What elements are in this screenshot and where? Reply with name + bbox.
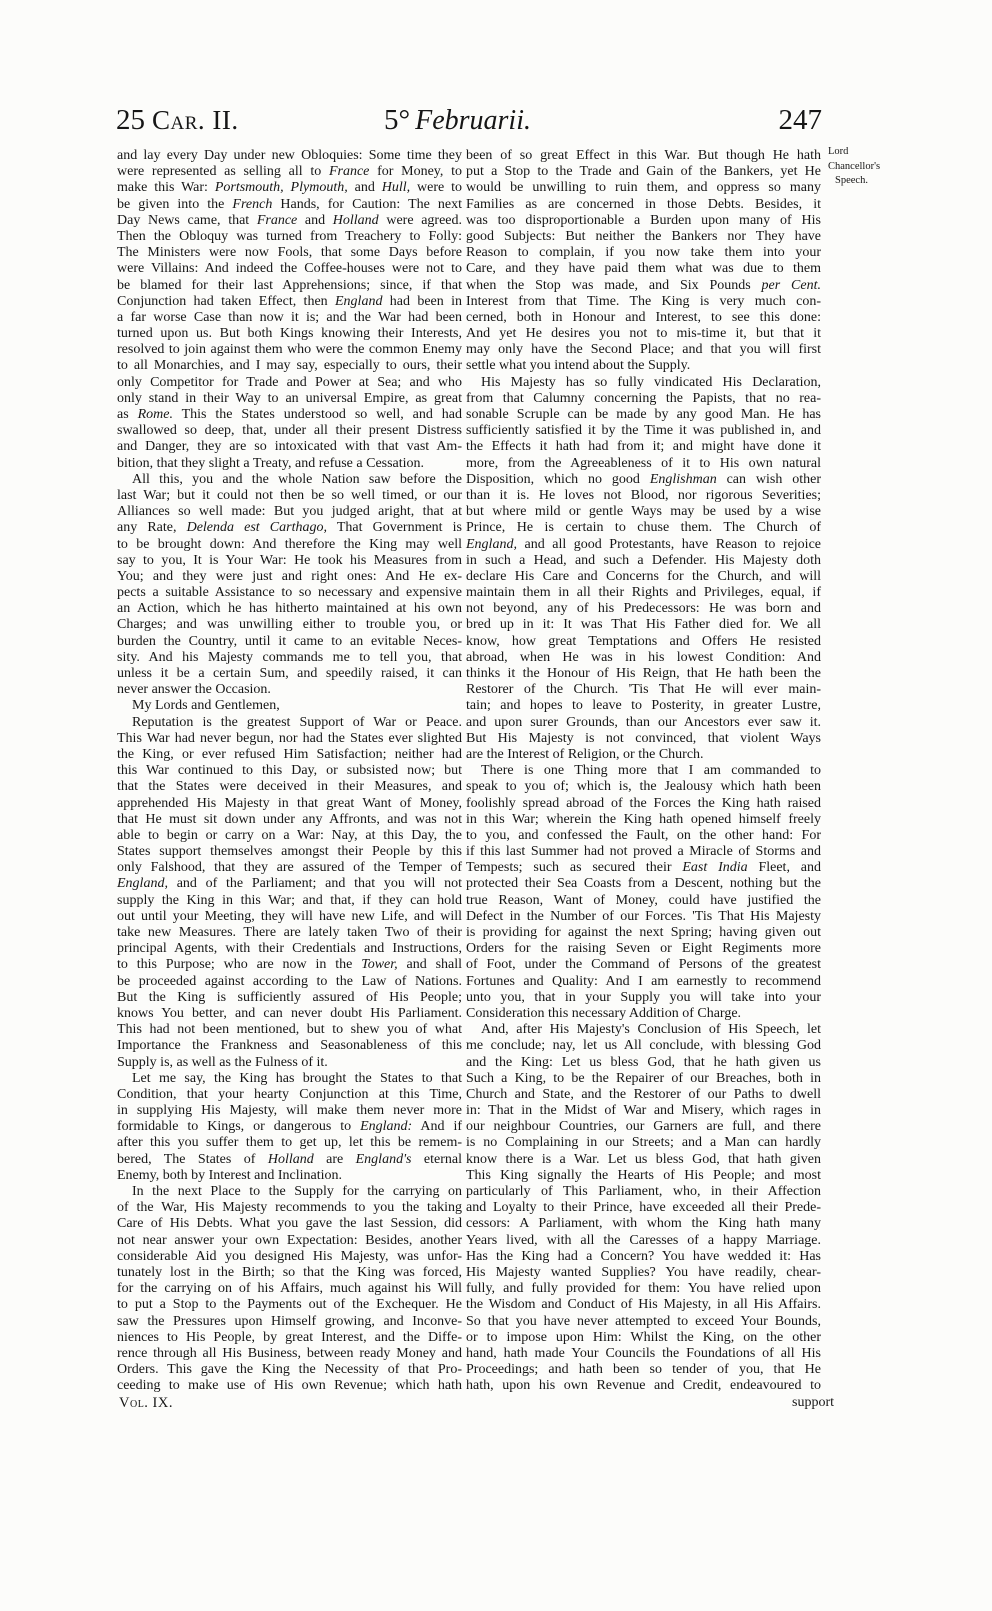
- text-line: our neighbour Countries, our Garners are full, and there: [466, 1119, 821, 1135]
- text-line: Reason to complain, if you now take them into your: [466, 245, 821, 261]
- paragraph: [117, 715, 462, 1071]
- text-segment: Fleet, and: [747, 860, 821, 876]
- text-line: Enemy, both by Interest and Inclination.: [117, 1167, 342, 1183]
- text-line: Supply is, as well as the Fulness of it.: [117, 1054, 328, 1070]
- reign-title: Car. II.: [152, 105, 239, 135]
- text-line: in this War; wherein the King hath opened himself freely: [466, 811, 821, 827]
- italic-text: Hull,: [381, 180, 411, 196]
- italic-text: French: [232, 196, 273, 212]
- text-line: sonable Scruple can be made by any good Man. He has: [466, 407, 821, 422]
- right-column: [466, 148, 821, 1394]
- paragraph: [117, 1184, 462, 1394]
- paragraph: [466, 763, 821, 1022]
- running-head-date: [384, 100, 531, 141]
- text-line: All this, you and the whole Nation saw before the: [132, 471, 462, 487]
- text-segment: and: [297, 212, 333, 228]
- text-line: [466, 537, 821, 553]
- text-line: know there is a War. Let us bless God, that hath given: [466, 1151, 821, 1167]
- italic-text: per Cent.: [761, 277, 821, 293]
- italic-text: England: [335, 293, 383, 309]
- text-segment: had been in: [382, 293, 463, 309]
- text-line: declare His Care and Concerns for the Church, and will: [466, 568, 821, 584]
- text-line: an Action, which he has hitherto maintained at his own: [117, 601, 462, 617]
- text-segment: when the Stop was made, and Six Pounds: [466, 277, 762, 293]
- text-line: niences to His People, by great Interest, and the Diffe-: [117, 1329, 462, 1345]
- text-line: [466, 860, 821, 876]
- text-line: [117, 197, 462, 213]
- italic-text: Holland: [332, 212, 379, 228]
- paragraph: [466, 375, 821, 764]
- paragraph: [117, 1071, 462, 1184]
- text-line: [117, 407, 462, 423]
- text-line: There is one Thing more that I am commanded to: [481, 763, 821, 779]
- text-segment: And if: [412, 1119, 463, 1135]
- text-line: Years lived, with all the Caresses of a happy Marriage.: [466, 1232, 821, 1248]
- text-line: Reputation is the greatest Support of War or Peace.: [132, 714, 462, 730]
- text-line: Prince, He is certain to chuse them. The Church of: [466, 520, 821, 536]
- text-line: cessors: A Parliament, with whom the King hath many: [466, 1216, 821, 1232]
- margin-note-line: Speech.: [835, 175, 868, 186]
- text-segment: and all good Protestants, have Reason to rejoice: [516, 536, 821, 552]
- text-line: been of so great Effect in this War. But though He hath: [466, 148, 821, 163]
- text-line: out until your Meeting, they will have new Life, and will: [117, 908, 462, 924]
- text-segment: Day News came, that: [117, 212, 257, 228]
- text-line: So that you have never attempted to exceed Your Bounds,: [466, 1313, 821, 1329]
- italic-text: England:: [360, 1119, 413, 1135]
- text-segment: can wish other: [716, 471, 821, 487]
- text-line: are the Interest of Religion, or the Church.: [466, 746, 704, 762]
- page-number: 247: [778, 104, 822, 136]
- text-line: His Majesty has so fully vindicated His Declaration,: [481, 374, 821, 390]
- italic-text: Portsmouth, Plymouth,: [214, 180, 348, 196]
- text-line: Orders for the raising Seven or Eight Regiments more: [466, 941, 821, 957]
- text-line: Such a King, to be the Repairer of our Breaches, both in: [466, 1070, 821, 1086]
- text-line: This King signally the Hearts of His People; and most: [466, 1167, 821, 1183]
- paragraph: [466, 1022, 821, 1394]
- text-line: [466, 472, 821, 488]
- italic-text: Tower,: [361, 957, 398, 973]
- text-line: supply the King in this War; and that, if they can hold: [117, 892, 462, 908]
- regnal-year: 25: [116, 104, 145, 136]
- text-line: was too disproportionable a Burden upon many of His: [466, 212, 821, 228]
- text-line: particularly of This Parliament, who, in their Affection: [466, 1184, 821, 1199]
- margin-note-line: Lord: [828, 146, 849, 157]
- italic-text: Rome.: [137, 407, 173, 422]
- italic-text: France: [256, 212, 298, 228]
- text-line: [117, 1152, 462, 1168]
- italic-text: France: [328, 164, 370, 180]
- text-line: unto you, that in your Supply you will take into your: [466, 989, 821, 1005]
- text-line: if this last Summer had not proved a Miracle of Storms and: [466, 844, 821, 860]
- text-line: The Ministers were now Fools, that some Days before: [117, 245, 462, 261]
- text-segment: were represented as selling all to: [117, 164, 329, 180]
- text-line: last War; but it could not then be so well timed, or our: [117, 487, 462, 503]
- text-segment: and of the Parliament; and that you will not: [167, 876, 462, 892]
- text-line: be blamed for their last Apprehensions; since, if that: [117, 277, 462, 293]
- text-line: saw the Pressures upon Himself growing, and Inconve-: [117, 1313, 462, 1329]
- text-line: the King, or ever refused Him Satisfaction; neither had: [117, 746, 462, 762]
- text-line: hath, upon his own Revenue and Credit, endeavoured to: [466, 1378, 821, 1394]
- text-segment: for Money, to: [369, 164, 463, 180]
- text-line: the Wisdom and Conduct of His Majesty, in all His Affairs.: [466, 1297, 821, 1313]
- text-line: protected their Sea Coasts from a Descent, nothing but the: [466, 876, 821, 892]
- margin-note-line: Chancellor's: [828, 160, 881, 172]
- text-line: were Villains: And indeed the Coffee-houses were not to: [117, 261, 462, 277]
- text-line: pects a suitable Assistance to so necessary and expensive: [117, 585, 462, 601]
- text-line: and lay every Day under new Obloquies: Some time they: [117, 148, 462, 163]
- running-head-left: [116, 100, 239, 140]
- text-line: swallowed so deep, that, under all their present Distress: [117, 423, 462, 439]
- text-line: unless it be a certain Sum, and speedily raised, it can: [117, 666, 462, 681]
- text-line: Care of His Debts. What you gave the last Session, did: [117, 1216, 462, 1232]
- text-line: [117, 876, 462, 892]
- text-line: Then the Obloquy was turned from Treachery to Folly:: [117, 228, 462, 244]
- text-line: Church and State, and the Restorer of our Paths to dwell: [466, 1086, 821, 1102]
- text-line: States support themselves amongst their People by this: [117, 844, 462, 860]
- text-line: rence through all His Business, between ready Money and: [117, 1345, 462, 1361]
- text-segment: as: [117, 407, 138, 422]
- text-line: fully, and fully provided for them: You have relied upon: [466, 1281, 821, 1297]
- italic-text: Englishman: [649, 471, 717, 487]
- text-line: Proceedings; and hath been so tender of you, that He: [466, 1362, 821, 1378]
- italic-text: East India: [682, 860, 748, 876]
- margin-note: [828, 145, 898, 189]
- text-line: thinks it the Honour of His Reign, that He hath been the: [466, 666, 821, 681]
- text-line: only Falshood, that they are assured of the Temper of: [117, 860, 462, 876]
- text-line: Charges; and was unwilling either to trouble you, or: [117, 617, 462, 633]
- text-line: maintain them in all their Rights and Privileges, equal, if: [466, 585, 821, 601]
- text-line: Orders. This gave the King the Necessity of that Pro-: [117, 1362, 462, 1378]
- text-line: that the States were deceived in their Measures, and: [117, 779, 462, 795]
- text-line: say to you, It is Your War: He took his Measures from: [117, 552, 462, 568]
- text-line: This had not been mentioned, but to shew you of what: [117, 1022, 462, 1038]
- italic-text: England's: [355, 1151, 412, 1167]
- text-line: in supplying His Majesty, will make them never more: [117, 1103, 462, 1119]
- text-line: This War had never begun, nor had the States ever slighted: [117, 730, 462, 746]
- text-line: good Subjects: But neither the Bankers nor They have: [466, 228, 821, 244]
- text-segment: That Government is: [326, 520, 463, 536]
- text-line: Alliances so well made: But you judged aright, that at: [117, 504, 462, 520]
- text-line: [117, 520, 462, 536]
- date-day: 5°: [384, 104, 411, 136]
- text-line: [117, 957, 462, 973]
- text-line: me conclude; nay, let us All conclude, with blessing God: [466, 1038, 821, 1054]
- text-segment: make this War:: [117, 180, 215, 196]
- paragraph: [117, 698, 462, 714]
- text-line: of Foot, under the Command of Persons of the greatest: [466, 957, 821, 973]
- italic-text: Delenda est Carthago,: [186, 520, 327, 536]
- text-segment: were agreed.: [378, 212, 462, 228]
- text-line: [466, 278, 821, 294]
- text-line: But the King is sufficiently assured of His People;: [117, 989, 462, 1005]
- text-line: and Danger, they are so intoxicated with that vast Am-: [117, 439, 462, 455]
- left-column: [117, 148, 462, 1394]
- text-line: apprehended His Majesty in that great Want of Money,: [117, 795, 462, 811]
- text-line: not near answer your own Expectation: Besides, another: [117, 1232, 462, 1248]
- text-line: to put a Stop to the Payments out of the Exchequer. He: [117, 1297, 462, 1313]
- text-line: My Lords and Gentlemen,: [132, 698, 280, 714]
- text-line: the Effects it hath had from it; and might have done it: [466, 439, 821, 455]
- text-line: Let me say, the King has brought the States to that: [132, 1070, 462, 1086]
- text-line: that He must sit down under any Affronts, and was not: [117, 811, 462, 827]
- text-line: tunately lost in the Birth; so that the King was forced,: [117, 1264, 462, 1280]
- text-line: Condition, that your hearty Conjunction at this Time,: [117, 1086, 462, 1102]
- text-segment: eternal: [411, 1151, 463, 1167]
- text-line: His Majesty wanted Supplies? You have readily, chear-: [466, 1264, 821, 1280]
- text-line: but where mild or gentle Ways may be used by a wise: [466, 504, 821, 520]
- text-line: after this you suffer them to get up, let this be remem-: [117, 1135, 462, 1151]
- date-month: Februarii.: [415, 105, 531, 136]
- text-line: and Loyalty to their Prince, have exceeded all their Prede-: [466, 1200, 821, 1216]
- text-line: [117, 180, 462, 196]
- text-line: [117, 213, 462, 229]
- text-line: take new Measures. There are lately taken Two of their: [117, 925, 462, 940]
- text-line: only Competitor for Trade and Power at Sea; and who: [117, 374, 462, 390]
- text-line: never answer the Occasion.: [117, 682, 271, 698]
- italic-text: Holland: [267, 1151, 314, 1167]
- text-segment: formidable to Kings, or dangerous to: [117, 1119, 361, 1135]
- text-line: Care, and they have paid them what was due to them: [466, 261, 821, 277]
- text-line: and upon surer Grounds, than our Ancestors ever saw it.: [466, 714, 821, 730]
- text-line: bition, that they slight a Treaty, and refuse a Cessation.: [117, 455, 425, 471]
- text-line: put a Stop to the Trade and Gain of the Bankers, yet He: [466, 164, 821, 180]
- text-line: speak to you of; which is, the Jealousy which hath been: [466, 779, 821, 795]
- text-line: of the War, His Majesty recommends to you the taking: [117, 1200, 462, 1216]
- text-segment: Disposition, which no good: [466, 471, 650, 487]
- text-line: than it is. He loves not Blood, nor rigorous Severities;: [466, 487, 821, 503]
- text-line: hand, hath made Your Councils the Foundations of all His: [466, 1345, 821, 1361]
- text-segment: Hands, for Caution: The next: [272, 196, 463, 212]
- text-line: Importance the Frankness and Seasonableness of this: [117, 1038, 462, 1054]
- text-line: [117, 164, 462, 180]
- text-segment: Conjunction had taken Effect, then: [117, 293, 335, 309]
- text-line: would be unwilling to ruin them, and oppress so many: [466, 180, 821, 196]
- text-line: not beyond, any of his Predecessors: He was born and: [466, 601, 821, 617]
- text-line: principal Agents, with their Credentials and Instructions,: [117, 941, 462, 957]
- volume-signature: Vol. IX.: [119, 1395, 173, 1411]
- text-line: in such a Head, and such a Defender. His Majesty doth: [466, 552, 821, 568]
- text-line: may only have the Second Place; and that you will first: [466, 342, 821, 358]
- text-segment: were to: [410, 180, 462, 196]
- italic-text: England,: [117, 876, 168, 892]
- text-line: foolishly spread abroad of the Forces the King hath raised: [466, 795, 821, 811]
- text-line: [117, 1119, 462, 1135]
- text-line: is no Complaining in our Streets; and a Man can hardly: [466, 1135, 821, 1151]
- text-line: only stand in their Way to an universal Empire, as great: [117, 390, 462, 406]
- text-line: more, from the Agreeableness of it to His own natural: [466, 455, 821, 471]
- catchword: support: [792, 1395, 834, 1410]
- text-line: resolved to join against them who were the common Enemy: [117, 342, 462, 358]
- text-line: You; and they were just and right ones: And He ex-: [117, 568, 462, 584]
- text-line: settle what you intend about the Supply.: [466, 358, 691, 374]
- text-segment: be given into the: [117, 196, 233, 212]
- text-line: to you, and confessed the Fault, on the other hand: For: [466, 827, 821, 843]
- paragraph: [466, 148, 821, 375]
- text-line: in: That in the Midst of War and Misery, which rages in: [466, 1103, 821, 1119]
- text-line: In the next Place to the Supply for the carrying on: [132, 1184, 462, 1199]
- text-segment: Tempests; such as secured their: [466, 860, 683, 876]
- text-line: Restorer of the Church. 'Tis That He will ever main-: [466, 682, 821, 698]
- text-segment: and: [347, 180, 382, 196]
- text-line: Has the King had a Concern? You have wedded it: Has: [466, 1248, 821, 1264]
- text-segment: This the States understood so well, and had: [172, 407, 462, 422]
- text-line: And yet He desires you not to mis-time it, but that it: [466, 326, 821, 342]
- italic-text: England,: [466, 536, 517, 552]
- text-line: cerned, both in Honour and Interest, to see this done:: [466, 309, 821, 325]
- text-line: from that Calumny concerning the Papists, that no rea-: [466, 390, 821, 406]
- text-line: this War continued to this Day, or subsisted now; but: [117, 763, 462, 779]
- text-line: and the King: Let us bless God, that he hath given us: [466, 1054, 821, 1070]
- text-line: to all Monarchies, and I may say, especially to ours, their: [117, 358, 462, 374]
- text-line: Defect in the Number of our Forces. 'Tis That His Majesty: [466, 908, 821, 924]
- text-line: bred up in it: It was That His Father died for. We all: [466, 617, 821, 633]
- text-line: abroad, when He was in his lowest Condition: And: [466, 649, 821, 665]
- text-line: know, how great Temptations and Offers He resisted: [466, 633, 821, 649]
- text-line: [117, 294, 462, 310]
- text-segment: are: [313, 1151, 356, 1167]
- text-line: to be brought down: And therefore the King may well: [117, 536, 462, 552]
- text-line: burden the Country, until it came to an evitable Neces-: [117, 633, 462, 649]
- text-line: Fortunes and Quality: And I am earnestly to recommend: [466, 973, 821, 989]
- text-line: considerable Aid you designed His Majesty, was unfor-: [117, 1248, 462, 1264]
- paragraph: [117, 148, 462, 472]
- text-line: able to begin or carry on a War: Nay, at this Day, the: [117, 827, 462, 843]
- text-line: Interest from that Time. The King is very much con-: [466, 293, 821, 309]
- text-segment: any Rate,: [117, 520, 187, 536]
- text-line: is providing for against the next Spring; having given out: [466, 925, 821, 940]
- paragraph: [117, 472, 462, 699]
- text-line: And, after His Majesty's Conclusion of His Speech, let: [481, 1022, 821, 1038]
- text-line: true Reason, Want of Money, could have justified the: [466, 892, 821, 908]
- text-line: for the carrying on of his Affairs, much against his Will: [117, 1281, 462, 1297]
- text-line: be proceeded against according to the Law of Nations.: [117, 973, 462, 989]
- text-segment: and shall: [397, 957, 463, 973]
- text-line: turned upon us. But both Kings knowing their Interests,: [117, 326, 462, 342]
- text-segment: bered, The States of: [117, 1151, 268, 1167]
- text-line: a far worse Case than now it is; and the War had been: [117, 309, 462, 325]
- text-line: But His Majesty is not convinced, that violent Ways: [466, 730, 821, 746]
- text-line: knows You better, and can never doubt His Parliament.: [117, 1005, 462, 1021]
- text-line: tain; and hopes to leave to Posterity, in greater Lustre,: [466, 698, 821, 714]
- text-line: Consideration this necessary Addition of Charge.: [466, 1005, 742, 1021]
- text-line: sity. And his Majesty commands me to tell you, that: [117, 649, 462, 665]
- text-line: ceeding to make use of His own Revenue; which hath: [117, 1378, 462, 1394]
- text-line: sufficiently satisfied it by the Time it was published in, and: [466, 423, 821, 439]
- text-line: Families as are concerned in those Debts. Besides, it: [466, 196, 821, 212]
- text-line: or to impose upon Him: Whilst the King, on the other: [466, 1329, 821, 1345]
- text-segment: to this Purpose; who are now in the: [117, 957, 362, 973]
